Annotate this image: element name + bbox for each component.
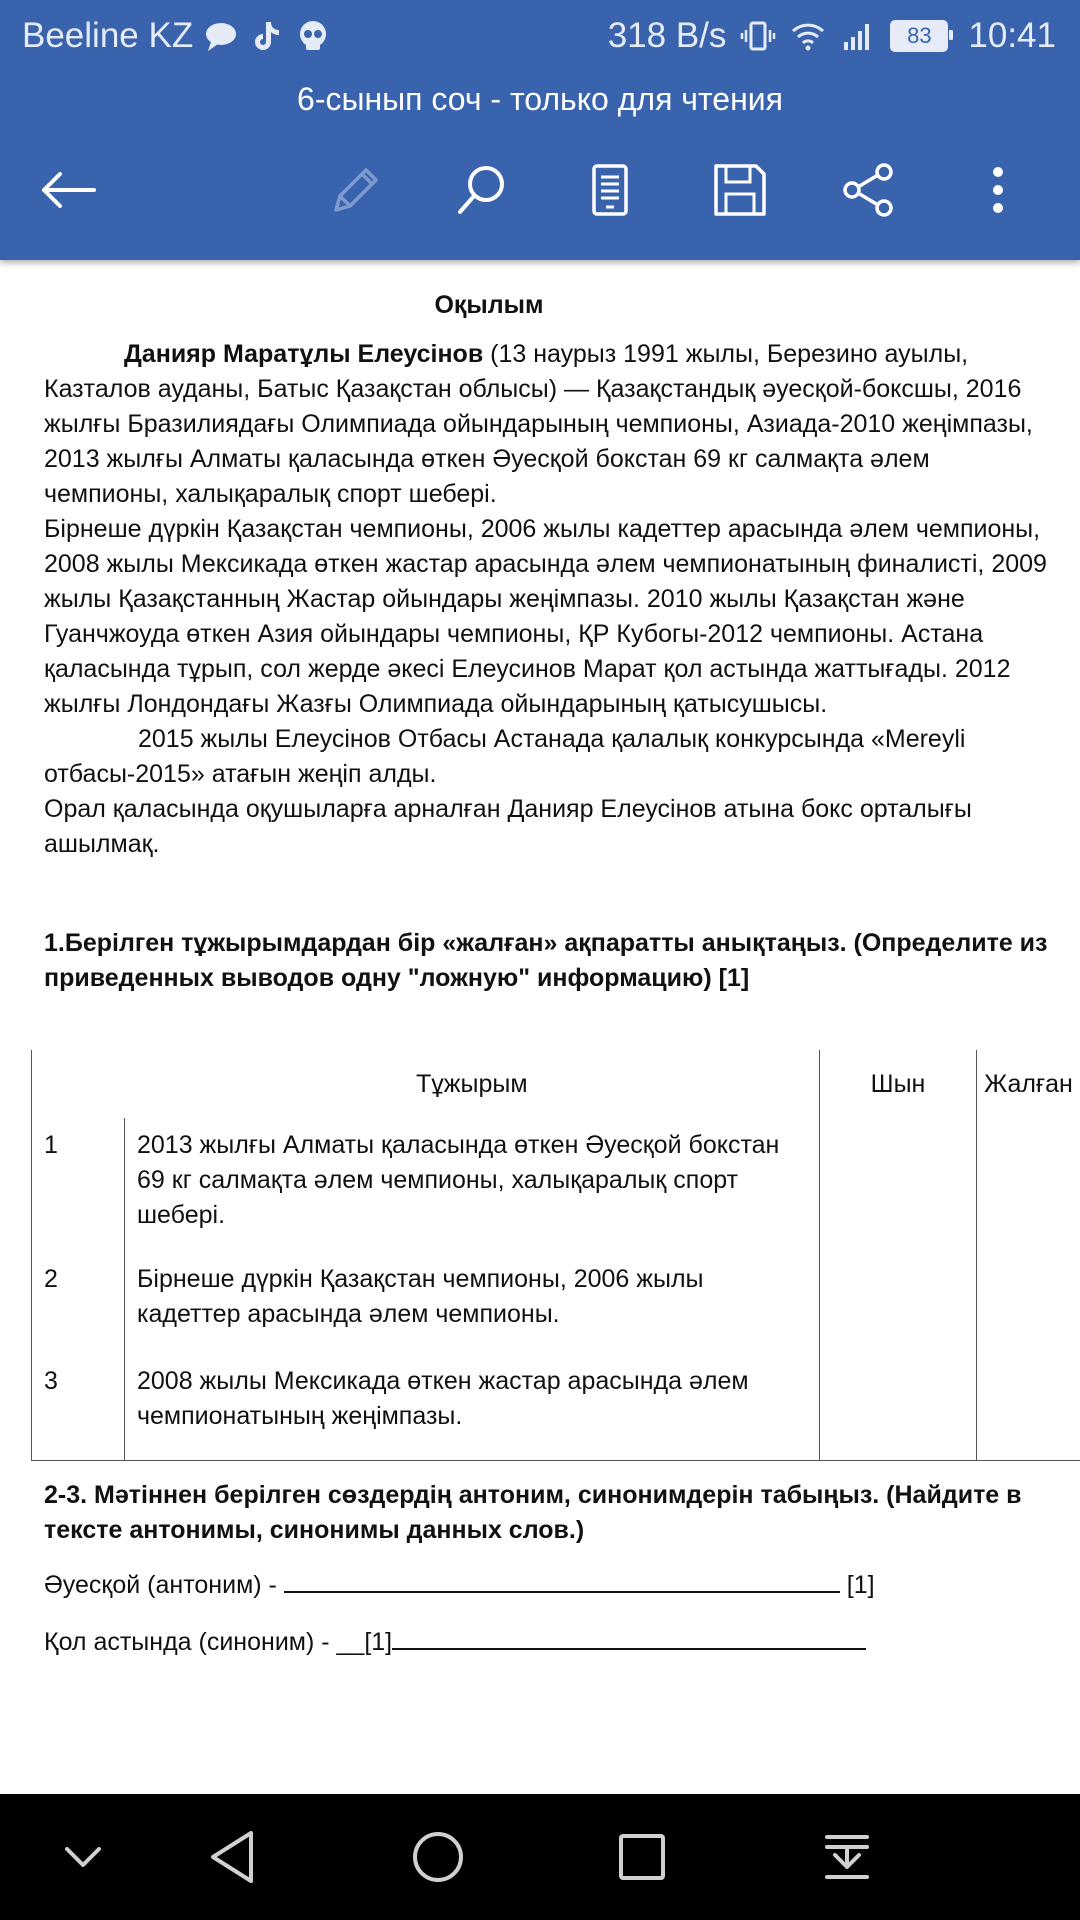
nav-recents-button[interactable] (607, 1822, 677, 1892)
row-statement: 2008 жылы Мексикада өткен жастар арасында әлем чемпионатының жеңімпазы. (125, 1354, 820, 1461)
clock: 10:41 (968, 16, 1056, 55)
notification-pull-button[interactable] (812, 1822, 882, 1892)
table-header-true: Шын (820, 1050, 977, 1118)
row-number: 2 (32, 1252, 125, 1354)
row-true-cell[interactable] (820, 1118, 977, 1252)
more-vert-icon (968, 160, 1028, 220)
question-2-3: 2-3. Мәтіннен берілген сөздердің антоним, синонимдерін табыңыз. (Найдите в тексте антонимы, синонимы данных слов.) (44, 1481, 1022, 1544)
network-speed: 318 B/s (607, 16, 727, 55)
home-circle-icon (406, 1825, 470, 1889)
antonym-label: Әуесқой (антоним) - (44, 1571, 284, 1599)
table-row (32, 1354, 1080, 1461)
carrier-name: Beeline KZ (22, 16, 194, 55)
paragraph-2: Бірнеше дүркін Қазақстан чемпионы, 2006 жылы кадеттер арасында әлем чемпионы, 2008 жылы Мексикада өткен жастар арасында әлем чемпионатының финалисті, 2009 жылы Қазақстанның Жастар ойындары жеңімпазы. 2010 жылы Қазақстан және Гуанчжоуда өткен Азия ойындары чемпионы, ҚР Кубогы-2012 чемпионы. Астана қаласында тұрып, сол жерде әкесі Елеусинов Марат қол астында жаттығады. 2012 жылғы Лондондағы Жазғы Олимпиада ойындарының қатысушысы. (44, 515, 1047, 718)
recents-square-icon (610, 1825, 674, 1889)
navigation-bar (0, 1794, 1080, 1920)
row-statement: Бірнеше дүркін Қазақстан чемпионы, 2006 жылы кадеттер арасында әлем чемпионы. (125, 1252, 820, 1354)
signal-icon (840, 18, 876, 54)
row-statement: 2013 жылғы Алматы қаласында өткен Әуесқой бокстан 69 кг салмақта әлем чемпионы, халықаралық спорт шебері. (125, 1118, 820, 1252)
table-header-row (32, 1050, 1080, 1118)
more-options-button[interactable] (966, 158, 1030, 222)
row-true-cell[interactable] (820, 1252, 977, 1354)
save-icon (710, 160, 770, 220)
row-false-cell[interactable] (977, 1354, 1080, 1461)
table-header-num (32, 1050, 125, 1118)
toolbar (0, 150, 1080, 230)
tiktok-icon (249, 18, 285, 54)
back-button[interactable] (36, 158, 100, 222)
row-true-cell[interactable] (820, 1354, 977, 1461)
back-triangle-icon (203, 1825, 267, 1889)
document-body (44, 288, 1054, 996)
question-1: 1.Берілген тұжырымдардан бір «жалған» ақпаратты анықтаңыз. (Определите из приведенных выводов одну "ложную" информацию) [1] (44, 929, 1048, 992)
document-view[interactable] (0, 260, 1080, 1794)
table-header-statement: Тұжырым (415, 1069, 528, 1098)
statements-table (31, 1050, 1080, 1461)
search-icon (452, 160, 512, 220)
wifi-icon (790, 18, 826, 54)
vibrate-icon (740, 18, 776, 54)
back-arrow-icon (38, 160, 98, 220)
row-number: 3 (32, 1354, 125, 1461)
section-heading: Оқылым (434, 291, 544, 319)
paragraph-3: 2015 жылы Елеусінов Отбасы Астанада қалалық конкурсында «Mereyli отбасы-2015» атағын жеңіп алды. (44, 725, 966, 788)
edit-pencil-icon (324, 160, 384, 220)
document-title: 6-сынып соч - только для чтения (297, 81, 783, 117)
antonym-line (44, 1565, 1054, 1603)
chat-bubble-icon (203, 18, 239, 54)
hide-nav-button[interactable] (48, 1822, 118, 1892)
hide-nav-chevron-icon (51, 1825, 115, 1889)
battery-icon: 83 (890, 20, 948, 52)
nav-back-button[interactable] (200, 1822, 270, 1892)
reading-view-button[interactable] (578, 158, 642, 222)
edit-button[interactable] (322, 158, 386, 222)
reading-view-icon (580, 160, 640, 220)
search-button[interactable] (450, 158, 514, 222)
save-button[interactable] (708, 158, 772, 222)
paragraph-4: Орал қаласында оқушыларға арналған Данияр Елеусінов атына бокс орталығы ашылмақ. (44, 795, 972, 858)
row-number: 1 (32, 1118, 125, 1252)
paragraph-1 (44, 337, 1054, 512)
synonym-line (44, 1622, 1054, 1660)
synonym-label: Қол астында (синоним) - __[1] (44, 1628, 393, 1656)
synonym-blank[interactable] (392, 1622, 866, 1650)
share-icon (838, 160, 898, 220)
person-name: Данияр Маратұлы Елеусінов (124, 340, 484, 368)
nav-home-button[interactable] (403, 1822, 473, 1892)
table-row (32, 1252, 1080, 1354)
share-button[interactable] (836, 158, 900, 222)
paragraph-1-text: (13 наурыз 1991 жылы, Березино ауылы, Казталов ауданы, Батыс Қазақстан облысы) — Қазақстандық әуесқой-боксшы, 2016 жылғы Бразилиядағы Олимпиада ойындарының чемпионы, Азиада-2010 жеңімпазы, 2013 жылғы Алматы қаласында өткен Әуесқой бокстан 69 кг салмақта әлем чемпионы, халықаралық спорт шебері. (44, 340, 1033, 508)
app-bar (0, 0, 1080, 260)
status-bar (0, 0, 1080, 76)
row-false-cell[interactable] (977, 1118, 1080, 1252)
table-header-false: Жалған (977, 1050, 1080, 1118)
antonym-blank[interactable] (284, 1565, 840, 1593)
table-row (32, 1118, 1080, 1252)
skull-icon (295, 18, 331, 54)
antonym-mark: [1] (839, 1571, 875, 1599)
row-false-cell[interactable] (977, 1252, 1080, 1354)
notification-pull-icon (815, 1825, 879, 1889)
